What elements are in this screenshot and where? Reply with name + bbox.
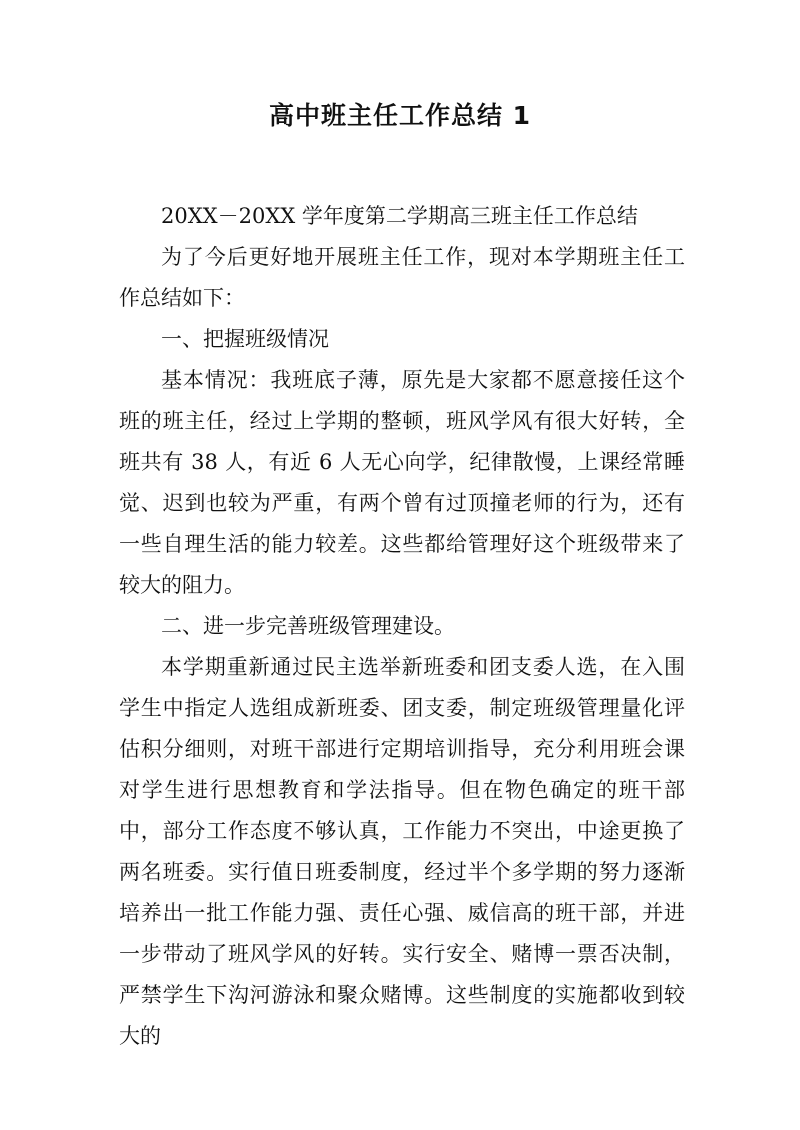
paragraph-basic-situation: 基本情况：我班底子薄，原先是大家都不愿意接任这个班的班主任，经过上学期的整顿，班风学风有很大好转，全班共有 38 人，有近 6 人无心向学，纪律散慢，上课经常睡觉、迟到也较为严重，有两个曾有过顶撞老师的行为，还有一些自理生活的能力较差。这些都给管理好这个班级带来了较大的阻力。	[119, 368, 685, 597]
document-body	[119, 196, 685, 1057]
paragraph-intro: 为了今后更好地开展班主任工作，现对本学期班主任工作总结如下：	[119, 245, 685, 310]
section-heading-1: 一、把握班级情况	[161, 327, 329, 351]
section-heading-2: 二、进一步完善班级管理建设。	[161, 614, 455, 638]
paragraph-class-management: 本学期重新通过民主选举新班委和团支委人选，在入围学生中指定人选组成新班委、团支委，制定班级管理量化评估积分细则，对班干部进行定期培训指导，充分利用班会课对学生进行思想教育和学法指导。但在物色确定的班干部中，部分工作态度不够认真，工作能力不突出，中途更换了两名班委。实行值日班委制度，经过半个多学期的努力逐渐培养出一批工作能力强、责任心强、威信高的班干部，并进一步带动了班风学风的好转。实行安全、赌博一票否决制，严禁学生下沟河游泳和聚众赌博。这些制度的实施都收到较大的	[119, 655, 685, 1048]
paragraph-subtitle: 20XX－20XX 学年度第二学期高三班主任工作总结	[161, 204, 638, 228]
document-title: 高中班主任工作总结 1	[268, 101, 532, 130]
